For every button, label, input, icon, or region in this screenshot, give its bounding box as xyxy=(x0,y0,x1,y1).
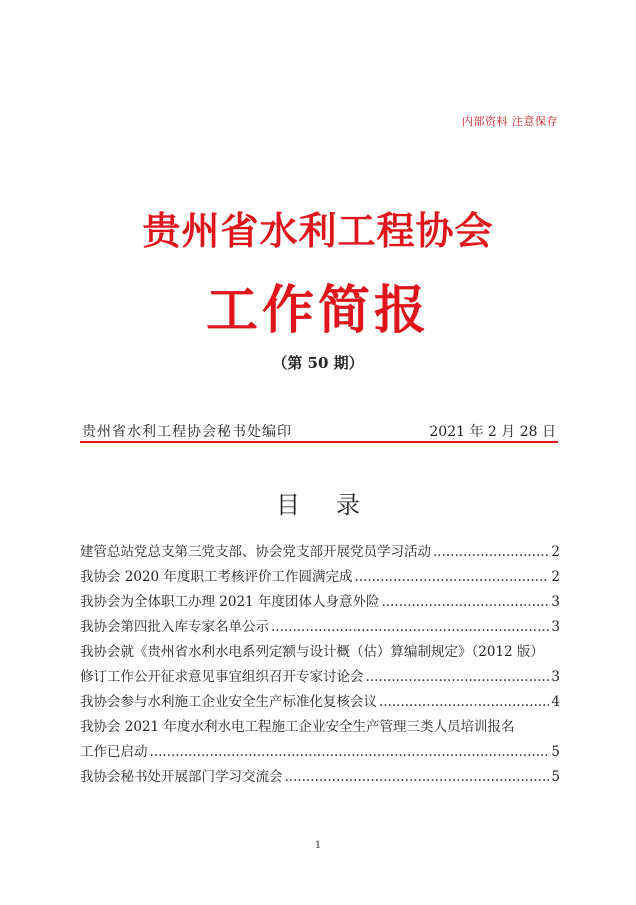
table-of-contents xyxy=(80,540,560,790)
toc-leader-dots xyxy=(150,740,550,765)
red-divider xyxy=(80,441,558,443)
toc-entry[interactable] xyxy=(80,540,560,565)
toc-leader-dots xyxy=(354,565,549,590)
toc-entry[interactable] xyxy=(80,615,560,640)
page-number: 1 xyxy=(314,840,322,851)
toc-entry-title-line1: 我协会 2021 年度水利水电工程施工企业安全生产管理三类人员培训报名 xyxy=(80,719,515,735)
toc-entry-page: 2 xyxy=(551,569,560,585)
toc-leader-dots xyxy=(381,590,549,615)
toc-entry[interactable] xyxy=(80,740,560,765)
toc-entry[interactable] xyxy=(80,590,560,615)
toc-entry-title: 建管总站党总支第三党支部、协会党支部开展党员学习活动 xyxy=(80,544,431,560)
toc-entry-title: 我协会参与水利施工企业安全生产标准化复核会议 xyxy=(80,694,377,710)
toc-entry-first-line[interactable] xyxy=(80,715,560,740)
toc-entry-title: 修订工作公开征求意见事宜组织召开专家讨论会 xyxy=(80,669,364,685)
toc-entry-page: 4 xyxy=(551,694,560,710)
toc-entry-page: 5 xyxy=(551,769,560,785)
toc-entry-page: 3 xyxy=(551,594,560,610)
toc-entry-title-line1: 我协会就《贵州省水利水电系列定额与设计概（估）算编制规定》（2012 版） xyxy=(80,644,544,660)
toc-leader-dots xyxy=(285,765,550,790)
toc-entry[interactable] xyxy=(80,690,560,715)
toc-entry[interactable] xyxy=(80,565,560,590)
toc-entry-page: 3 xyxy=(551,619,560,635)
compiler-line: 贵州省水利工程协会秘书处编印 xyxy=(82,424,292,440)
toc-entry-title: 我协会第四批入库专家名单公示 xyxy=(80,619,269,635)
toc-entry[interactable] xyxy=(80,665,560,690)
toc-entry-page: 2 xyxy=(551,544,560,560)
bulletin-title: 工作简报 xyxy=(205,280,430,341)
toc-entry-title: 我协会秘书处开展部门学习交流会 xyxy=(80,769,283,785)
toc-entry[interactable] xyxy=(80,765,560,790)
toc-leader-dots xyxy=(433,540,549,565)
toc-leader-dots xyxy=(366,665,550,690)
toc-entry-first-line[interactable] xyxy=(80,640,560,665)
publication-date: 2021 年 2 月 28 日 xyxy=(429,424,556,440)
toc-entry-title: 我协会为全体职工办理 2021 年度团体人身意外险 xyxy=(80,594,380,610)
confidential-note: 内部资料 注意保存 xyxy=(462,115,558,128)
toc-leader-dots xyxy=(379,690,549,715)
toc-entry-page: 5 xyxy=(551,744,560,760)
organization-title: 贵州省水利工程协会 xyxy=(142,208,494,253)
toc-entry-page: 3 xyxy=(551,669,560,685)
toc-leader-dots xyxy=(271,615,549,640)
toc-entry-title: 我协会 2020 年度职工考核评价工作圆满完成 xyxy=(80,569,353,585)
toc-heading: 目录 xyxy=(276,491,396,519)
issue-number: （第 50 期） xyxy=(272,354,364,372)
toc-entry-title: 工作已启动 xyxy=(80,744,148,760)
